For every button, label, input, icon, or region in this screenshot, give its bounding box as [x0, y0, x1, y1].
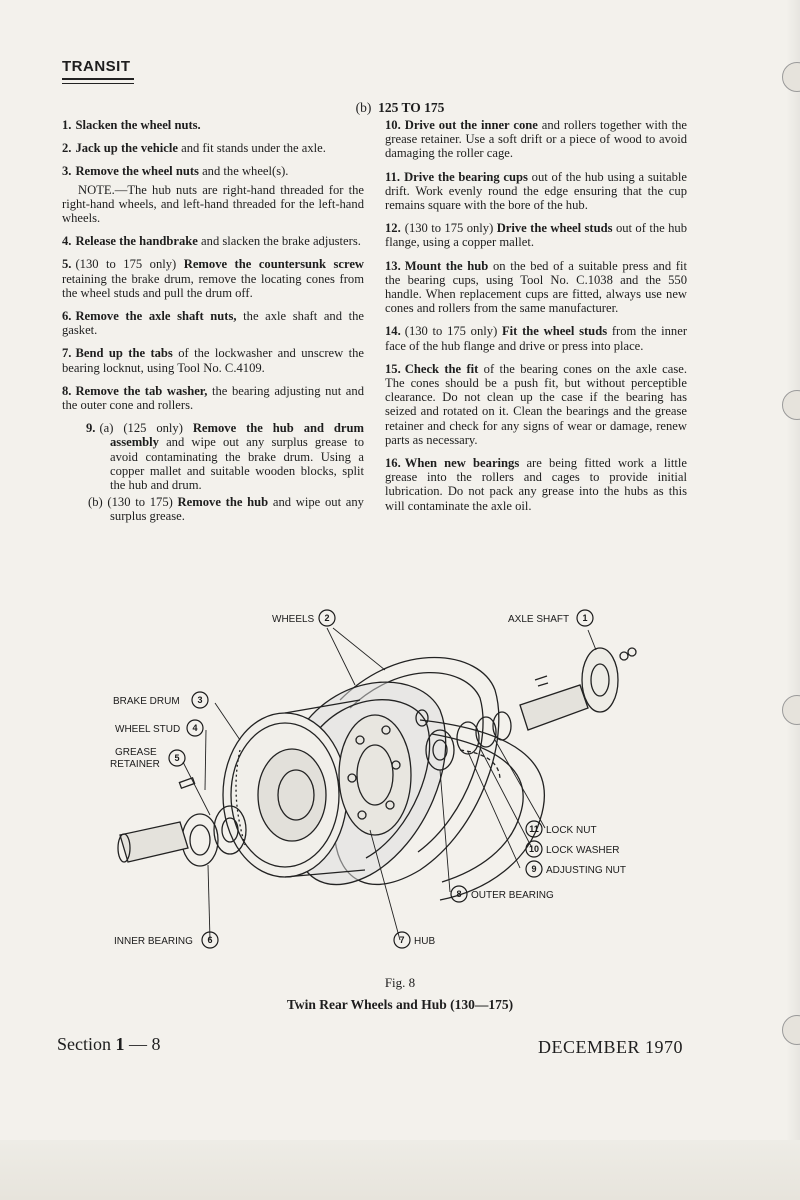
section-prefix: Section [57, 1034, 116, 1054]
section-title: 125 TO 175 [378, 100, 445, 115]
step-text: and wipe out any surplus grease. [110, 495, 364, 524]
step-9b [62, 495, 364, 523]
label-lock-washer: LOCK WASHER [546, 845, 620, 856]
step-action: Slacken the wheel nuts. [75, 118, 201, 132]
issue-date: DECEMBER 1970 [537, 1037, 683, 1057]
step-action: Drive out the inner cone [404, 118, 538, 132]
step-text: and the wheel(s). [198, 164, 289, 179]
step-number: 3. [62, 164, 72, 179]
step-number: 13. [385, 258, 401, 273]
step-text: of the lockwasher and unscrew the bearing locknut, using Tool No. C.4109. [62, 346, 364, 375]
binder-hole [782, 390, 800, 420]
callout-number: 4 [192, 723, 198, 733]
step-number: 2. [62, 141, 72, 156]
step-number: 1. [62, 118, 72, 132]
step-number: 12. [385, 221, 401, 236]
step-11 [385, 170, 687, 213]
step-text: of the bearing cones on the axle case. The cones should be a push fit, but without perceptible clearance. Do not clean up the case if the bearing has seized and rotated on it. Clean the bearings and the grease retainer and check for any signs of wear or damage, renew parts as necessary. [385, 361, 687, 447]
header-rule [62, 78, 134, 80]
step-action: Remove the axle shaft nuts, [75, 309, 237, 324]
step-action: Fit the wheel studs [501, 324, 608, 339]
label-lock-nut: LOCK NUT [546, 825, 597, 836]
manual-title: TRANSIT [62, 58, 131, 75]
label-outer-bearing: OUTER BEARING [471, 890, 554, 901]
step-number: 4. [62, 234, 72, 249]
page-number: — 8 [124, 1034, 161, 1054]
step-text: out of the hub flange, using a copper mallet. [385, 221, 687, 250]
axle-shaft-illustration [520, 648, 636, 730]
callout-number: 3 [197, 695, 203, 705]
step-2 [62, 141, 364, 155]
step-text: out of the hub using a suitable drift. Work evenly round the edge ensuring that the cup remains square with the bore of the hub. [385, 169, 687, 213]
step-qualifier: (130 to 175 only) [75, 257, 184, 272]
step-16 [385, 456, 687, 513]
step-text: the axle shaft and the gasket. [62, 309, 365, 338]
step-qualifier: (130 to 175 only) [404, 324, 502, 339]
exploded-hub-diagram [40, 600, 760, 960]
step-number: 6. [62, 309, 72, 324]
left-column [62, 118, 364, 533]
step-6 [62, 309, 364, 337]
step-text: and wipe out any surplus grease to avoid contaminating the brake drum. Using a copper mallet and suitable wooden blocks, split the hub and drum. [110, 435, 364, 493]
step-10 [385, 118, 687, 161]
callout-number: 2 [324, 613, 330, 623]
step-8 [62, 384, 364, 412]
step-qualifier: (a) (125 only) [99, 421, 193, 436]
step-action: Drive the bearing cups [404, 169, 528, 184]
step-3 [62, 164, 364, 178]
right-column [385, 118, 687, 522]
diagram-artwork [118, 648, 636, 900]
label-axle-shaft: AXLE SHAFT [508, 614, 570, 625]
label-brake-drum: BRAKE DRUM [113, 696, 180, 707]
callout-number: 6 [207, 935, 213, 945]
step-action: Drive the wheel studs [496, 221, 613, 236]
callout-number: 1 [582, 613, 588, 623]
step-number: 15. [385, 361, 401, 376]
hub-illustration [339, 715, 411, 835]
step-number: 14. [385, 324, 401, 339]
step-action: Jack up the vehicle [75, 141, 178, 156]
axle-tube-illustration [118, 822, 188, 862]
label-wheel-stud: WHEEL STUD [115, 724, 181, 735]
step-action: Check the fit [404, 361, 479, 376]
step-14 [385, 324, 687, 352]
step-action: Remove the wheel nuts [75, 164, 199, 179]
page-bottom-band [0, 1140, 800, 1200]
step-number: 9. [86, 421, 96, 436]
step-15 [385, 362, 687, 447]
step-9a [62, 421, 364, 492]
step-7 [62, 346, 364, 374]
binder-hole [782, 62, 800, 92]
header-rule [62, 83, 134, 84]
step-action: Remove the hub and drum assembly [110, 421, 365, 450]
step-number: 16. [385, 456, 401, 471]
callout-number: 5 [174, 753, 180, 763]
step-text: and rollers together with the grease retainer. Use a soft drift or a piece of wood to avoid damaging the roller cage. [385, 118, 687, 161]
section-heading [0, 100, 800, 116]
step-4 [62, 234, 364, 248]
label-retainer: RETAINER [110, 759, 160, 770]
step-action: Release the handbrake [75, 234, 198, 249]
binder-hole [782, 695, 800, 725]
step-number: 11. [385, 169, 401, 184]
step-text: and slacken the brake adjusters. [197, 234, 361, 249]
step-12 [385, 221, 687, 249]
step-13 [385, 259, 687, 316]
callout-number: 10 [528, 844, 540, 854]
label-hub: HUB [414, 936, 436, 947]
step-qualifier: (b) (130 to 175) [88, 495, 178, 510]
section-footer [57, 1034, 161, 1055]
callout-number: 9 [531, 864, 537, 874]
step-action: Mount the hub [404, 258, 489, 273]
note: NOTE.—The hub nuts are right-hand threaded for the right-hand wheels, and left-hand threaded for the left-hand wheels. [62, 182, 364, 226]
step-number: 8. [62, 383, 72, 398]
step-text: on the bed of a suitable press and fit the bearing cups, using Tool No. C.1038 and the 550 handle. When replacement cups are fitted, always use new cones and rollers from the same manufacturer. [385, 258, 687, 316]
label-adjusting-nut: ADJUSTING NUT [546, 865, 626, 876]
figure-number: Fig. 8 [384, 975, 416, 990]
callout-number: 11 [529, 824, 539, 834]
callout-number: 8 [456, 889, 462, 899]
label-inner-bearing: INNER BEARING [114, 936, 193, 947]
step-action: Bend up the tabs [75, 346, 173, 361]
step-action: When new bearings [404, 456, 520, 471]
step-number: 10. [385, 118, 401, 132]
step-1 [62, 118, 364, 132]
step-action: Remove the countersunk screw [183, 257, 365, 272]
section-number: 1 [115, 1034, 125, 1054]
step-qualifier: (130 to 175 only) [404, 221, 497, 236]
callout-number: 7 [399, 935, 405, 945]
label-grease: GREASE [115, 747, 157, 758]
binder-hole [782, 1015, 800, 1045]
step-text: retaining the brake drum, remove the locating cones from the wheel studs and pull the drum off. [62, 271, 364, 300]
step-text: the bearing adjusting nut and the outer cone and rollers. [62, 383, 364, 413]
step-text: from the inner face of the hub flange and drive or press into place. [385, 324, 688, 353]
step-5 [62, 257, 364, 300]
step-text: are being fitted work a little grease into the rollers and cages to provide initial lubrication. Do not pack any grease into the hubs as this will contaminate the axle oil. [385, 456, 687, 513]
label-wheels: WHEELS [272, 614, 315, 625]
figure-title: Twin Rear Wheels and Hub (130—175) [286, 997, 514, 1012]
step-number: 5. [62, 257, 72, 272]
step-action: Remove the hub [177, 495, 269, 510]
section-prefix: (b) [355, 100, 372, 115]
step-number: 7. [62, 346, 72, 361]
step-text: and fit stands under the axle. [177, 141, 326, 156]
step-action: Remove the tab washer, [75, 383, 208, 398]
